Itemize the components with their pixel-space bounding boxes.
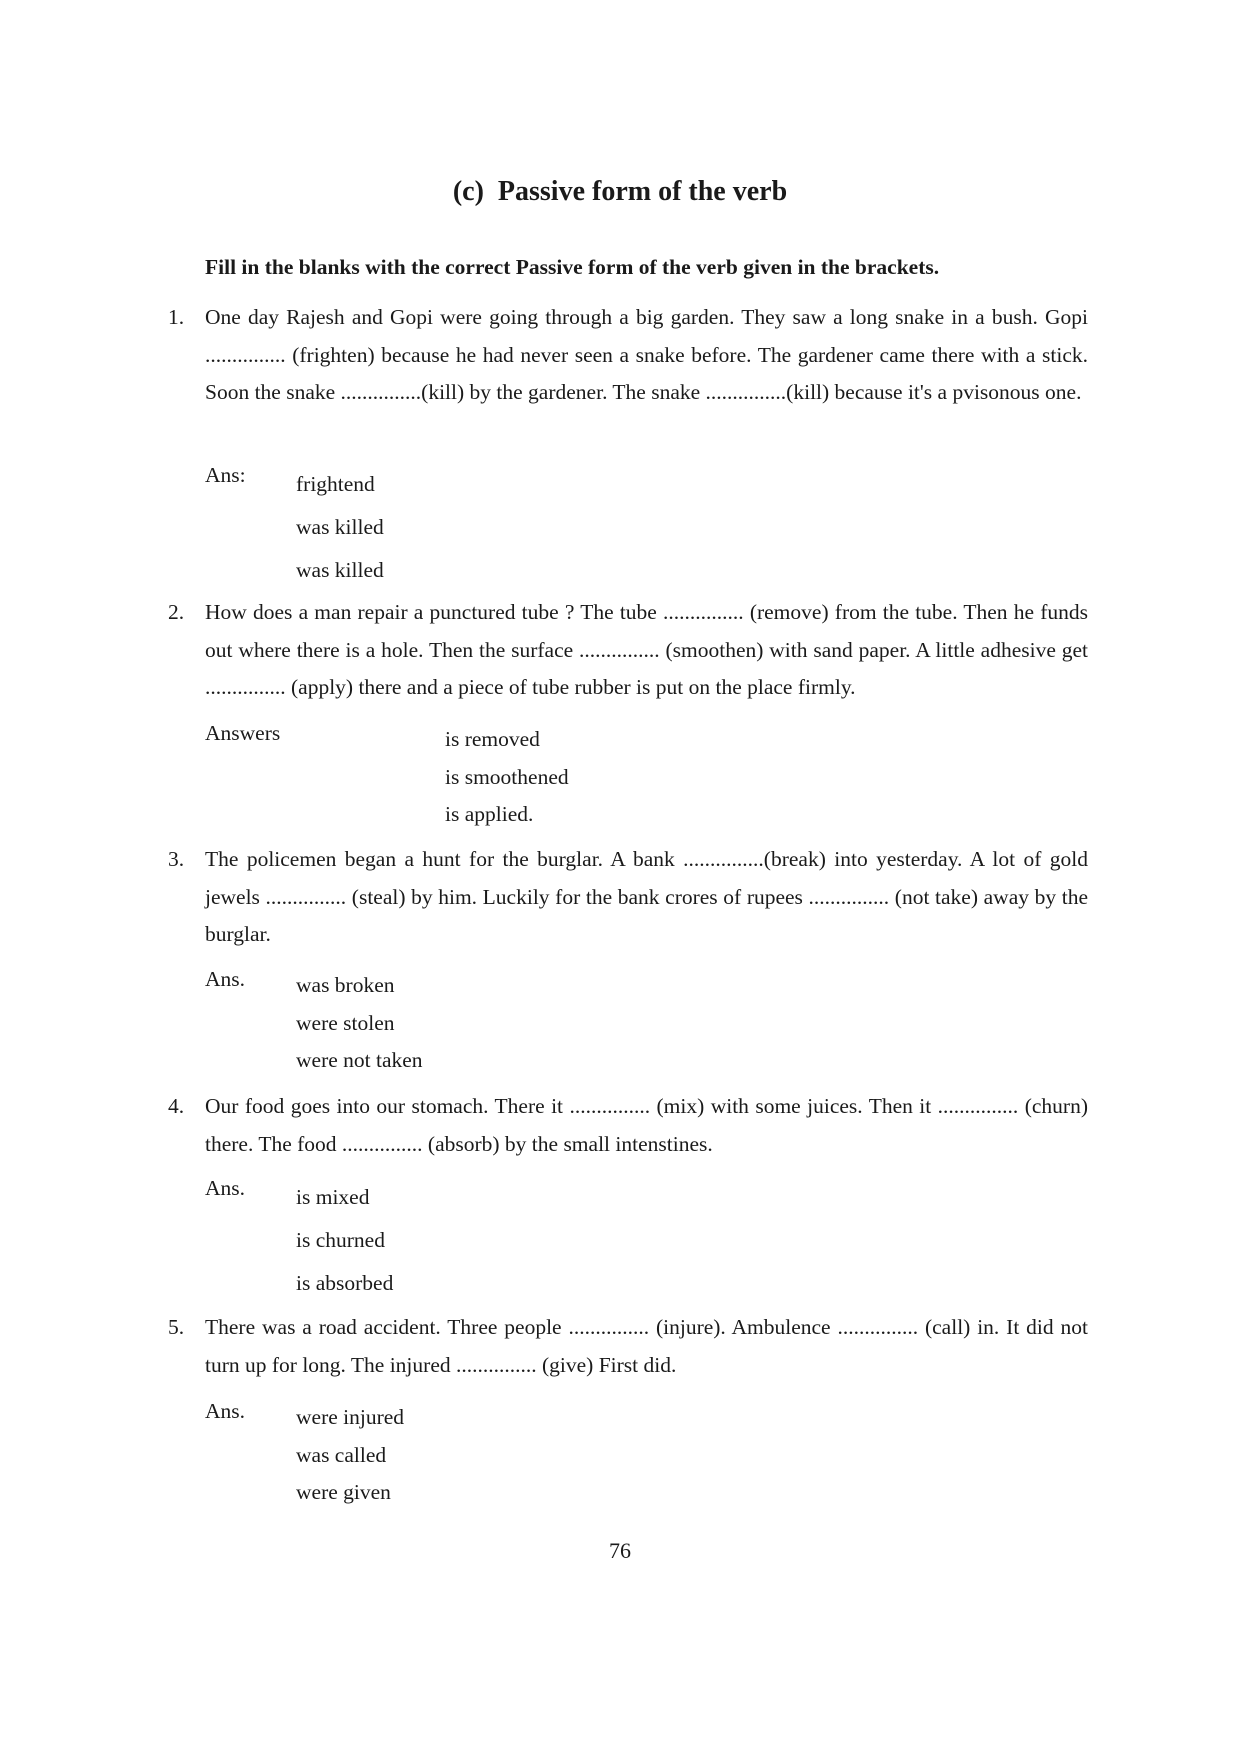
question-number: 3.	[168, 847, 185, 871]
question-number: 4.	[168, 1094, 185, 1118]
answer-item: is churned	[296, 1228, 385, 1252]
answer-item: were stolen	[296, 1010, 395, 1035]
question-number: 5.	[168, 1315, 185, 1339]
answer-item: was killed	[296, 558, 384, 582]
section-title: Passive form of the verb	[497, 176, 788, 207]
answer-list	[296, 1176, 393, 1305]
question-1	[168, 299, 1088, 412]
answer-item: were not taken	[296, 1048, 423, 1072]
question-3	[168, 841, 1088, 954]
page-number: 76	[609, 1538, 631, 1563]
instruction: Fill in the blanks with the correct Passive form of the verb given in the brackets.	[205, 255, 940, 279]
answer-label: Ans.	[205, 1176, 246, 1200]
question-number: 1.	[168, 305, 185, 329]
answer-label: Ans.	[205, 967, 246, 991]
answer-item: is applied.	[445, 802, 534, 826]
answer-item: were injured	[296, 1405, 405, 1429]
question-text: One day Rajesh and Gopi were going through a big garden. They saw a long snake in a bush. Gopi ............... (frighten) because he had never seen a snake before. The gardener came there with a stick. Soon the snake ...............(kill) by the gardener. The snake ...............(kill) because it's a pvisonous one.	[205, 305, 1088, 404]
question-text: There was a road accident. Three people ............... (injure). Ambulence ............... (call) in. It did not turn up for long. The injured ............... (give) First did.	[205, 1315, 1088, 1377]
answer-label: Ans:	[205, 463, 246, 487]
answer-list	[296, 1399, 404, 1512]
question-number: 2.	[168, 600, 185, 624]
answer-list	[296, 463, 384, 592]
answer-item: were given	[296, 1480, 391, 1504]
answer-list	[296, 967, 423, 1080]
page-title	[0, 176, 1240, 208]
answer-list	[445, 721, 569, 834]
question-2	[168, 594, 1088, 707]
question-text: The policemen began a hunt for the burglar. A bank ...............(break) into yesterday. A lot of gold jewels ............... (steal) by him. Luckily for the bank crores of rupees ............... (not take) away by the burglar.	[205, 847, 1088, 946]
answer-item: is removed	[445, 727, 540, 751]
answer-item: is smoothened	[445, 764, 569, 789]
answer-item: is mixed	[296, 1185, 370, 1209]
question-5	[168, 1309, 1088, 1384]
question-text: How does a man repair a punctured tube ? The tube ............... (remove) from the tube. Then he funds out where there is a hole. Then the surface ............... (smoothen) with sand paper. A little adhesive get ............... (apply) there and a piece of tube rubber is put on the place firmly.	[205, 600, 1088, 699]
answer-item: was called	[296, 1442, 387, 1467]
question-4	[168, 1088, 1088, 1163]
answer-item: was broken	[296, 973, 395, 997]
section-label: (c)	[452, 176, 484, 207]
answer-item: is absorbed	[296, 1271, 394, 1295]
answer-item: was killed	[296, 515, 384, 539]
answer-label: Ans.	[205, 1399, 246, 1423]
answer-item: frightend	[296, 472, 375, 496]
answer-label: Answers	[205, 721, 281, 745]
question-text: Our food goes into our stomach. There it ............... (mix) with some juices. Then it ............... (churn) there. The food ............... (absorb) by the small intenstines.	[205, 1094, 1088, 1156]
